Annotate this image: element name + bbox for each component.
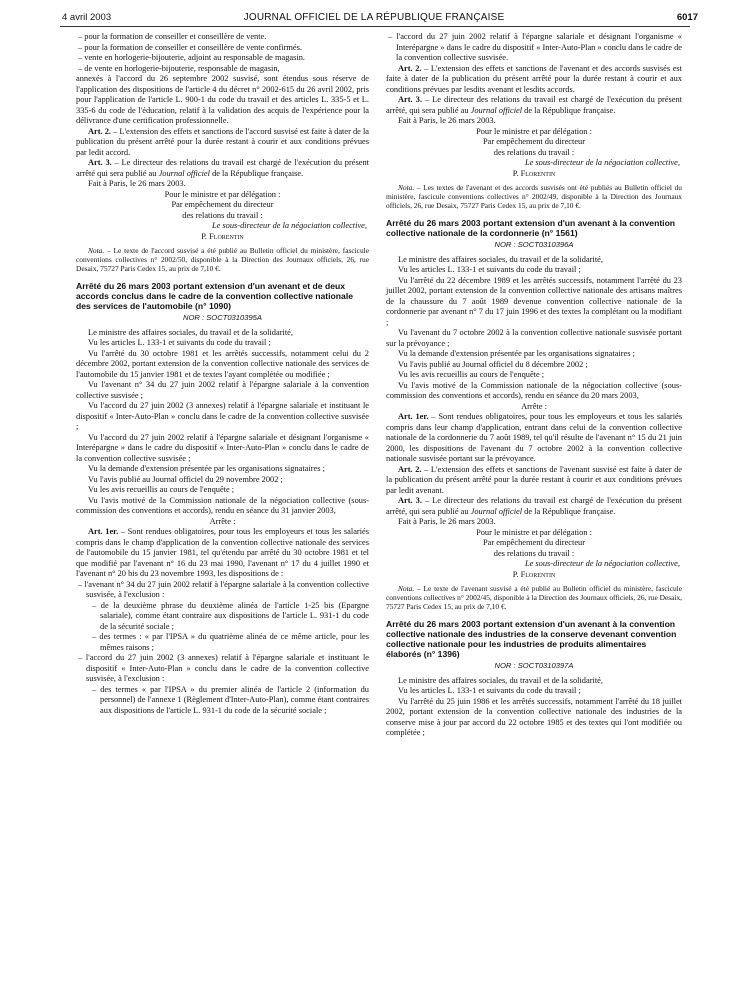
paragraph: Vu l'avis motivé de la Commission nationale de la négociation collective (sous-commission des conventions et accords), rendu en séance du 20 mars 2003, (386, 380, 682, 400)
article-2: Art. 2. – L'extension des effets et sanctions de l'accord susvisé est faite à dater de la publication du présent arrêté pour la durée restant à courir et aux conditions prévues par ledit accord. (76, 126, 370, 157)
list-item: – l'accord du 27 juin 2002 relatif à l'épargne salariale et désignant l'organisme « Interépargne » dans le cadre du dispositif « Inter-Auto-Plan » conclu dans le cadre de la convention collective susvisée. (388, 32, 682, 62)
signature-line: Pour le ministre et par délégation : (476, 527, 592, 537)
signature-line: Pour le ministre et par délégation : (476, 126, 592, 136)
article-2: Art. 2. – L'extension des effets et sanctions de l'avenant et des accords susvisés est faite à dater de la publication du présent arrêté pour la durée restant à courir et aux conditions prévues par lesdits avenant et lesdits accords. (386, 63, 683, 94)
paragraph: Vu les articles L. 133-1 et suivants du code du travail ; (398, 265, 581, 274)
place-date: Fait à Paris, le 26 mars 2003. (398, 517, 496, 526)
paragraph: Vu les articles L. 133-1 et suivants du code du travail ; (398, 686, 581, 695)
paragraph: Vu l'arrêté du 25 juin 1986 et les arrêtés successifs, notamment l'arrêté du 18 juillet 2002, portant extension de la convention collective nationale des industries de la conserve mise à jour par accord du 22 octobre 1985 et des textes qui l'ont modifiée ou complétée ; (386, 696, 682, 737)
nor-reference: NOR : SOCT0310397A (494, 661, 574, 670)
signature-line: des relations du travail : (182, 210, 263, 220)
signature-line: Par empêchement du directeur (482, 538, 586, 547)
signature-line: Pour le ministre et par délégation : (164, 189, 281, 199)
paragraph: Vu les articles L. 133-1 et suivants du code du travail ; (88, 338, 271, 347)
arrete-heading: Arrête : (209, 516, 236, 526)
paragraph: Vu l'accord du 27 juin 2002 (3 annexes) relatif à l'épargne salariale et instituant le dispositif « Inter-Auto-Plan » conclu dans le cadre de la convention collective susvisée ; (76, 401, 369, 431)
arrete-heading: Arrête : (521, 401, 547, 411)
list-item: – pour la formation de conseiller et conseillère de vente. (78, 32, 267, 41)
article-3: Art. 3. – Le directeur des relations du travail est chargé de l'exécution du présent arrêté, qui sera publié au Journal officiel de la République française. (386, 496, 682, 516)
paragraph: Vu l'arrêté du 22 décembre 1989 et les arrêtés successifs, notamment l'arrêté du 23 juillet 2002, portant extension de la convention collective nationale des artisans maîtres de la chaussure du 7 août 1989 devenue convention collective nationale de la cordonnerie par avenant n° 7 du 17 juin 1996 et des textes la complétant ou la modifiant ; (386, 275, 682, 327)
list-item: – l'accord du 27 juin 2002 (3 annexes) relatif à l'épargne salariale et instituant le dispositif « Inter-Auto-Plan » conclu dans le cadre de la convention collective susvisée, à l'exclusion : (78, 653, 369, 683)
right-column (386, 32, 682, 739)
list-item: – des termes « par l'IPSA » du premier alinéa de l'article 2 (information du personnel) de l'annexe 1 (Règlement d'Inter-Auto-Plan), comme étant contraires aux dispositions de l'article L. 931-1 du code de la sécurité sociale ; (92, 684, 369, 715)
signatory: P. Florentin (201, 231, 244, 241)
paragraph: Le ministre des affaires sociales, du travail et de la solidarité, (88, 327, 293, 337)
signature-line: des relations du travail : (493, 548, 575, 558)
decree-title: Arrêté du 26 mars 2003 portant extension d'un avenant à la convention collective nationale des industries de la conserve devenant convention collective nationale pour les industries de produits alimentaires élaborés (n° 1396) (386, 619, 677, 659)
list-item: – de vente en horlogerie-bijouterie, responsable de magasin, (78, 63, 280, 73)
list-item: – pour la formation de conseiller et conseillère de vente confirmés. (78, 42, 302, 52)
header-rule (60, 26, 690, 27)
paragraph: Le ministre des affaires sociales, du travail et de la solidarité, (398, 675, 603, 685)
article-1: Art. 1er. – Sont rendues obligatoires, pour tous les employeurs et tous les salariés compris dans leur champ d'application, entrant dans celui de la convention collective nationale de la cordonnerie du 7 août 1989, tel qu'il résulte de l'avenant n° 15 du 21 juin 2000, les dispositions de l'avenant du 7 octobre 2002 à la convention collective nationale susvisée portant sur la prévoyance. (386, 412, 683, 463)
paragraph: Vu les avis recueillis au cours de l'enquête ; (398, 370, 545, 379)
paragraph: Vu l'avenant n° 34 du 27 juin 2002 relatif à l'épargne salariale à la convention collective susvisée ; (76, 380, 369, 400)
paragraph: Vu la demande d'extension présentée par les organisations signataires ; (398, 349, 635, 358)
list-item: – l'avenant n° 34 du 27 juin 2002 relatif à l'épargne salariale à la convention collective susvisée, à l'exclusion : (78, 579, 369, 599)
paragraph: Vu l'arrêté du 30 octobre 1981 et les arrêtés successifs, notamment celui du 2 décembre 2002, portant extension de la convention collective nationale des services de l'automobile du 15 janvier 1981 et de textes l'ayant complétée ou modifiée ; (76, 348, 369, 379)
signature-title: Le sous-directeur de la négociation collective, (524, 559, 680, 568)
place-date: Fait à Paris, le 26 mars 2003. (88, 179, 186, 188)
header-date: 4 avril 2003 (62, 12, 112, 23)
list-item: – des termes : « par l'IPSA » du quatrième alinéa de ce même article, pour les mêmes raisons ; (92, 632, 369, 652)
nota: Nota. – Les textes de l'avenant et des accords susvisés ont été publiés au Bulletin officiel du ministère, fascicule conventions collectives n° 2002/49, disponible à la Direction des Journaux officiels, 26, rue Desaix, 75727 Paris Cedex 15, au prix de 7,10 €. (386, 183, 682, 210)
paragraph: Vu l'accord du 27 juin 2002 relatif à l'épargne salariale et désignant l'organisme « Interépargne » dans le cadre du dispositif « Inter-Auto-Plan » conclu dans le cadre de la convention collective susvisée ; (76, 432, 369, 463)
nor-reference: NOR : SOCT0310396A (494, 240, 574, 249)
nor-reference: NOR : SOCT0310395A (183, 313, 262, 322)
article-3: Art. 3. – Le directeur des relations du travail est chargé de l'exécution du présent arrêté qui sera publié au Journal officiel de la République française. (76, 158, 369, 178)
nota: Nota. – Le texte de l'avenant susvisé a été publié au Bulletin officiel du ministère, fascicule conventions collectives n° 2002/45, disponible à la Direction des Journaux officiels, 26, rue Desaix, 75727 Paris Cedex 15, au prix de 7,10 €. (386, 584, 682, 611)
paragraph: annexés à l'accord du 26 septembre 2002 susvisé, sont étendus sous réserve de l'application des dispositions de l'article 4 du décret n° 2002-615 du 26 avril 2002, pris pour l'application de l'article L. 900-1 du code du travail et des articles L. 335-5 et L. 335-6 du code de l'éducation, relatif à la validation des acquis de l'expérience pour la délivrance d'une certification professionnelle. (76, 74, 369, 125)
page-number: 6017 (676, 12, 698, 23)
paragraph: Vu l'avis publié au Journal officiel du 29 novembre 2002 ; (88, 474, 283, 484)
left-column (76, 32, 369, 716)
list-item: – vente en horlogerie-bijouterie, adjoint au responsable de magasin. (78, 53, 305, 62)
signature-title: Le sous-directeur de la négociation collective, (211, 221, 367, 230)
nota: Nota. – Le texte de l'accord susvisé a été publié au Bulletin officiel du ministère, fascicule conventions collectives n° 2002/50, disponible à la Direction des Journaux officiels, 26, rue Desaix, 75727 Paris Cedex 15, au prix de 7,10 €. (76, 246, 369, 273)
article-1: Art. 1er. – Sont rendues obligatoires, pour tous les employeurs et tous les salariés compris dans le champ d'application de la convention collective nationale des services de l'automobile du 15 janvier 1981, tel qu'étendu par arrêté du 30 octobre 1981 et tel que modifié par l'avenant n° 16 du 23 mai 1990, l'avenant n° 17 du 4 juillet 1990 et l'avenant n° 20 bis du 23 novembre 1993, les dispositions de : (76, 527, 369, 578)
paragraph: Le ministre des affaires sociales, du travail et de la solidarité, (398, 254, 603, 264)
article-2: Art. 2. – L'extension des effets et sanctions de l'avenant susvisé est faite à dater de la publication du présent arrêté pour la durée restant à courir et aux conditions prévues par ledit avenant. (386, 464, 682, 495)
signature-line: Par empêchement du directeur (171, 200, 274, 209)
decree-title: Arrêté du 26 mars 2003 portant extension d'un avenant et de deux accords conclus dans le cadre de la convention collective nationale des services de l'automobile (n° 1090) (76, 281, 354, 311)
list-item: – de la deuxième phrase du deuxième alinéa de l'article 1-25 bis (Epargne salariale), comme étant contraire aux dispositions de l'article L. 931-1 du code de la sécurité sociale ; (92, 600, 369, 631)
paragraph: Vu la demande d'extension présentée par les organisations signataires ; (88, 464, 325, 473)
header-title: JOURNAL OFFICIEL DE LA RÉPUBLIQUE FRANÇAISE (243, 12, 505, 23)
signature-line: Par empêchement du directeur (482, 137, 586, 146)
signatory: P. Florentin (512, 168, 556, 178)
place-date: Fait à Paris, le 26 mars 2003. (398, 116, 496, 125)
paragraph: Vu l'avenant du 7 octobre 2002 à la convention collective nationale susvisée portant sur la prévoyance ; (386, 328, 682, 348)
signature-line: des relations du travail : (493, 147, 575, 157)
page-header (0, 8, 748, 28)
decree-title: Arrêté du 26 mars 2003 portant extension d'un avenant à la convention collective nationale de la cordonnerie (n° 1561) (386, 218, 676, 238)
signatory: P. Florentin (512, 569, 556, 579)
article-3: Art. 3. – Le directeur des relations du travail est chargé de l'exécution du présent arrêté, qui sera publié au Journal officiel de la République française. (386, 95, 682, 115)
paragraph: Vu l'avis publié au Journal officiel du 8 décembre 2002 ; (398, 359, 588, 369)
paragraph: Vu les avis recueillis au cours de l'enquête ; (88, 485, 235, 494)
signature-title: Le sous-directeur de la négociation collective, (524, 158, 680, 167)
paragraph: Vu l'avis motivé de la Commission nationale de la négociation collective (sous-commission des conventions et accords), rendu en séance du 31 janvier 2003, (76, 495, 369, 515)
